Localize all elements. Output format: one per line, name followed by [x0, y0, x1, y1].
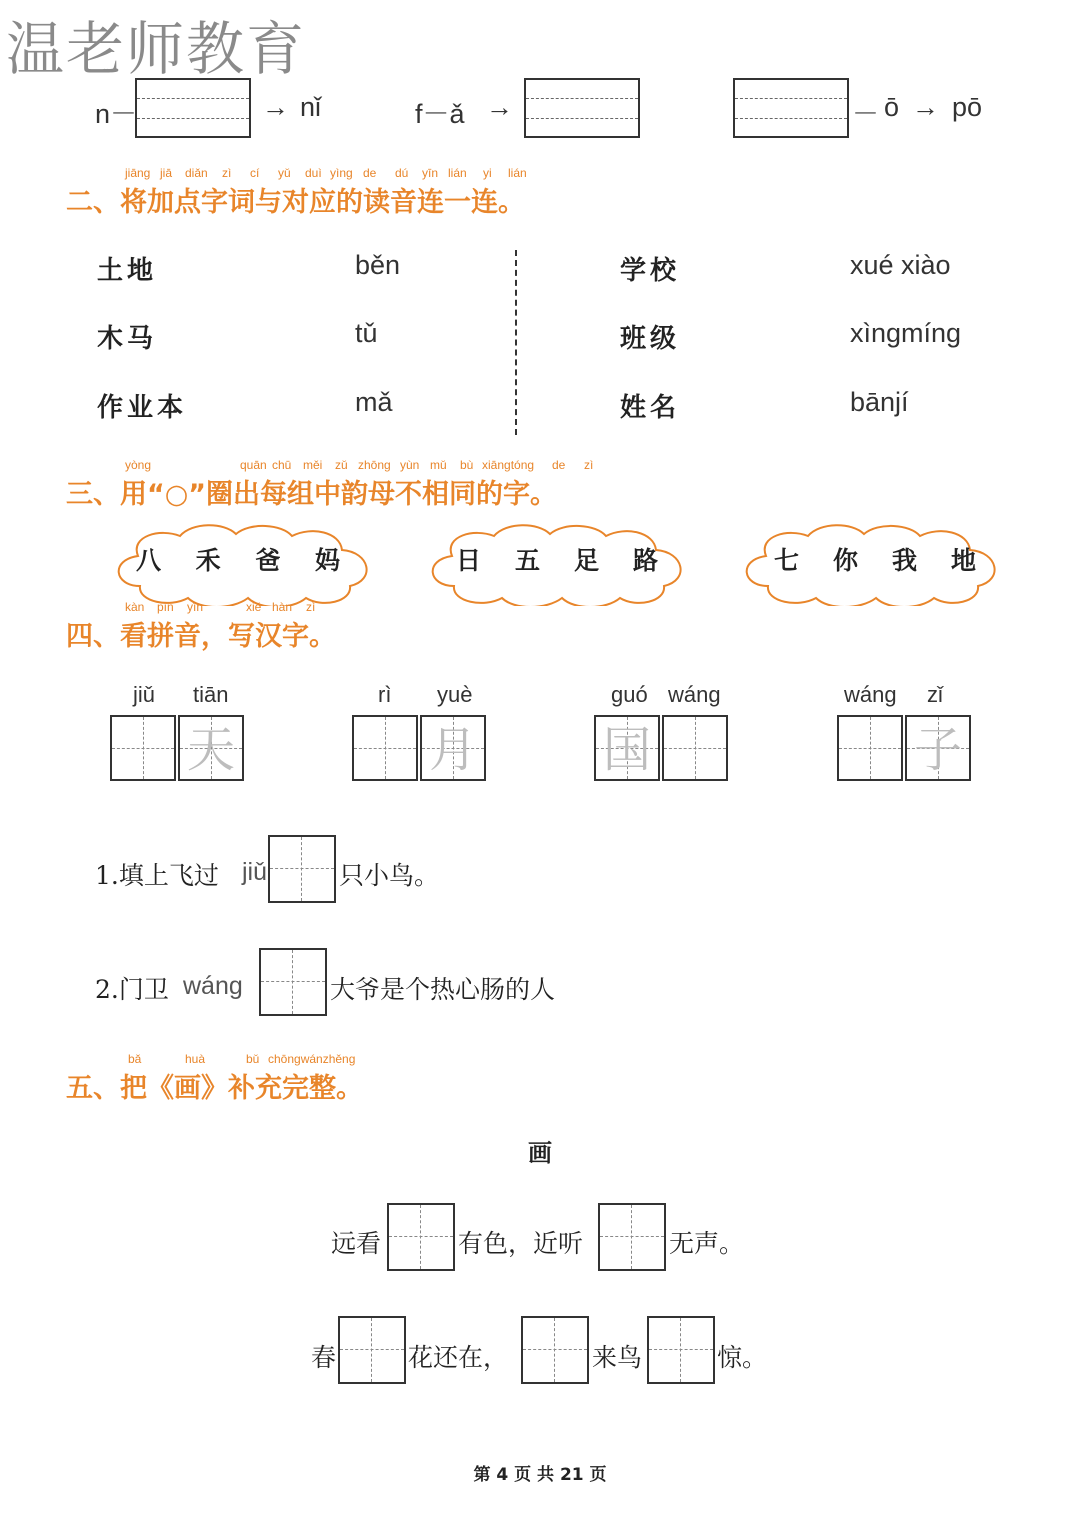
arrow-3: →	[912, 92, 939, 122]
question-2-pinyin: wáng	[183, 972, 243, 1000]
answer-box[interactable]	[647, 1316, 715, 1384]
watermark: 温老师教育	[6, 15, 307, 83]
section-title: 二、将加点字词与对应的读音连一连。	[66, 187, 525, 218]
hint-char: 天	[186, 722, 235, 778]
section-title: 五、把《画》补充完整。	[66, 1073, 363, 1104]
left-word[interactable]: 作业本	[97, 393, 188, 423]
ruby: chū	[272, 458, 292, 472]
pinyin-label: yuè	[437, 682, 473, 707]
ruby: dú	[395, 166, 409, 180]
cloud-group-1	[136, 541, 340, 577]
ruby: xiě	[246, 600, 262, 614]
pinyin-prefix-2: f－ǎ	[415, 99, 465, 129]
question-1-pinyin: jiǔ	[242, 858, 268, 886]
ruby: kàn	[125, 600, 145, 614]
cloud-group-2	[456, 541, 658, 577]
ruby: yi	[483, 166, 492, 180]
question-1-text-end: 只小鸟。	[339, 861, 440, 890]
pinyin-label: wáng	[668, 682, 721, 707]
poem-title: 画	[528, 1139, 552, 1167]
right-word[interactable]: 姓名	[620, 393, 681, 423]
tianzige-box[interactable]	[905, 715, 971, 781]
ruby: zhōng	[358, 458, 391, 472]
tianzige-box[interactable]	[837, 715, 903, 781]
left-word[interactable]: 土地	[97, 256, 158, 286]
cloud-char[interactable]: 禾	[195, 546, 221, 575]
cloud-char[interactable]: 足	[573, 546, 599, 575]
hint-char: 月	[428, 722, 477, 778]
ruby: de	[552, 458, 566, 472]
ruby: lián	[448, 166, 467, 180]
ruby: mǔ	[430, 458, 447, 472]
cloud-char[interactable]: 七	[774, 546, 800, 575]
ruby: bǔ	[246, 1052, 260, 1066]
cloud-char[interactable]: 我	[891, 546, 917, 575]
ruby: cí	[250, 166, 260, 180]
ruby: yīn	[187, 600, 204, 614]
question-2-text: 2.门卫	[95, 975, 169, 1004]
tianzige-box[interactable]	[110, 715, 176, 781]
arrow-1: →	[262, 92, 289, 122]
left-pinyin[interactable]: mǎ	[355, 387, 393, 417]
ruby: yòng	[125, 458, 152, 472]
pinyin-tone-3: ō	[884, 92, 900, 122]
cloud-char[interactable]: 五	[514, 546, 540, 575]
ruby: bǎ	[128, 1052, 142, 1066]
answer-box[interactable]	[259, 948, 327, 1016]
cloud-char[interactable]: 地	[950, 546, 976, 575]
ruby: xiāngtóng	[482, 458, 535, 472]
cloud-char[interactable]: 妈	[314, 546, 340, 575]
cloud-group-3	[774, 541, 976, 577]
pinyin-label: rì	[378, 682, 392, 707]
right-pinyin[interactable]: bānjí	[850, 387, 909, 417]
left-pinyin[interactable]: tǔ	[355, 318, 378, 348]
poem-text: 有色，近听	[458, 1229, 584, 1258]
poem-text: 春	[311, 1343, 337, 1372]
pinyin-box-3[interactable]	[733, 78, 849, 138]
poem-text: 远看	[331, 1229, 382, 1258]
left-pinyin[interactable]: běn	[355, 250, 401, 280]
right-word[interactable]: 学校	[620, 256, 681, 286]
tianzige-box[interactable]	[662, 715, 728, 781]
cloud-char[interactable]: 日	[456, 546, 482, 575]
ruby: chōngwánzhěng	[268, 1052, 356, 1066]
pinyin-result-3: pō	[952, 92, 983, 122]
ruby: zì	[306, 600, 316, 614]
ruby: yìng	[330, 166, 353, 180]
answer-box[interactable]	[268, 835, 336, 903]
right-pinyin[interactable]: xué xiào	[850, 250, 951, 280]
pinyin-label: wáng	[844, 682, 897, 707]
pinyin-prefix-1: n－	[95, 99, 138, 129]
answer-box[interactable]	[598, 1203, 666, 1271]
ruby: diǎn	[185, 166, 208, 180]
ruby: bù	[460, 458, 474, 472]
answer-box[interactable]	[338, 1316, 406, 1384]
answer-box[interactable]	[521, 1316, 589, 1384]
right-word[interactable]: 班级	[620, 324, 681, 354]
left-word[interactable]: 木马	[97, 324, 158, 354]
pinyin-label: guó	[611, 682, 648, 707]
poem-text: 无声。	[669, 1229, 745, 1258]
ruby: jiā	[160, 166, 173, 180]
section-title: 四、看拼音，写汉字。	[66, 621, 336, 652]
tianzige-box[interactable]	[420, 715, 486, 781]
ruby: jiāng	[125, 166, 151, 180]
divider	[515, 250, 517, 435]
tianzige-box[interactable]	[178, 715, 244, 781]
arrow-2: →	[486, 92, 513, 122]
ruby: yīn	[422, 166, 439, 180]
ruby: pīn	[157, 600, 174, 614]
ruby: lián	[508, 166, 527, 180]
cloud-char[interactable]: 你	[832, 546, 858, 575]
poem-text: 花还在，	[408, 1343, 509, 1372]
section-title: 三、用“○”圈出每组中韵母不相同的字。	[66, 479, 558, 510]
right-pinyin[interactable]: xìngmíng	[850, 318, 962, 348]
cloud-char[interactable]: 爸	[255, 546, 281, 575]
pinyin-box-2[interactable]	[524, 78, 640, 138]
poem-text: 来鸟	[592, 1343, 643, 1372]
pinyin-label: jiǔ	[133, 682, 156, 707]
tianzige-box[interactable]	[594, 715, 660, 781]
hint-char: 国	[602, 722, 651, 778]
ruby: měi	[303, 458, 323, 472]
pinyin-dash-3: －	[852, 99, 879, 129]
page-number: 第 4 页 共 21 页	[473, 1465, 607, 1485]
ruby: huà	[185, 1052, 206, 1066]
answer-box[interactable]	[387, 1203, 455, 1271]
ruby: zì	[222, 166, 232, 180]
ruby: zì	[584, 458, 594, 472]
ruby: duì	[305, 166, 322, 180]
pinyin-label: tiān	[193, 682, 229, 707]
question-2-text-end: 大爷是个热心肠的人	[330, 975, 556, 1004]
tianzige-box[interactable]	[352, 715, 418, 781]
ruby: yùn	[400, 458, 420, 472]
ruby: de	[363, 166, 377, 180]
pinyin-box-1[interactable]	[135, 78, 251, 138]
pinyin-result-1: nǐ	[300, 92, 322, 122]
question-1-text: 1.填上飞过	[95, 861, 219, 890]
ruby: quān	[240, 458, 267, 472]
cloud-char[interactable]: 八	[136, 546, 162, 575]
cloud-char[interactable]: 路	[632, 546, 658, 575]
ruby: zǔ	[335, 458, 348, 472]
ruby: hàn	[272, 600, 293, 614]
hint-char: 子	[913, 722, 962, 778]
pinyin-label: zǐ	[927, 682, 943, 707]
ruby: yǔ	[278, 166, 291, 180]
poem-text: 惊。	[717, 1343, 768, 1372]
